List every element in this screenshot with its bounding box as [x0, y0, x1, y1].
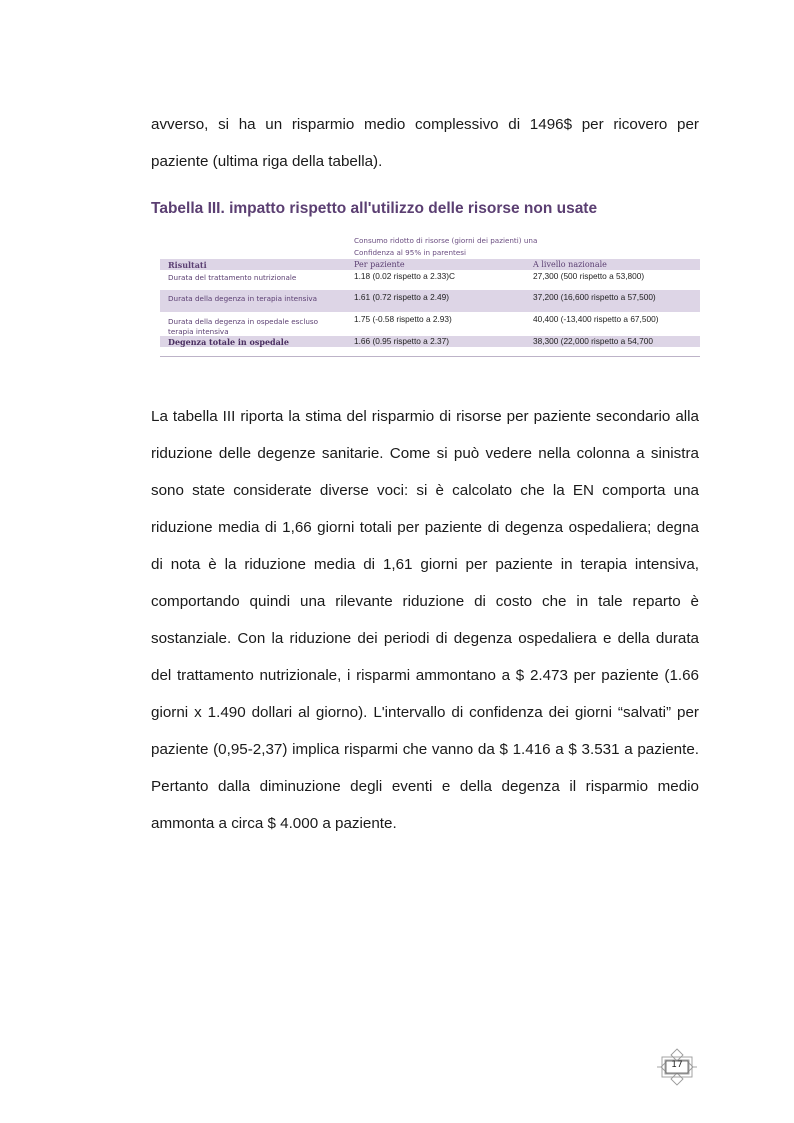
- row-value-per-patient: 1.18 (0.02 rispetto a 2.33)C: [354, 271, 456, 281]
- body-paragraph: La tabella III riporta la stima del risparmio di risorse per paziente secondario alla riduzione delle degenze sanitarie. Come si può vedere nella colonna a sinistra sono state considerate diverse voci: si è calcolato che la EN comporta una riduzione media di 1,66 giorni totali per paziente di degenza ospedaliera; degna di nota è la riduzione media di 1,61 giorni per paziente in terapia intensiva, comportando quindi una rilevante riduzione di costo che in tale reparto è sostanziale. Con la riduzione dei periodi di degenza ospedaliera e della durata del trattamento nutrizionale, i risparmi ammontano a $ 2.473 per paziente (1.66 giorni x 1.490 dollari al giorno). L'intervallo di confidenza dei giorni “salvati” per paziente (0,95-2,37) implica risparmi che vanno da $ 1.416 a $ 3.531 a paziente. Pertanto dalla diminuzione degli eventi e della degenza il risparmio medio ammonta a circa $ 4.000 a paziente.: [151, 408, 699, 832]
- table-bottom-rule: [160, 356, 700, 357]
- row-value-national: 38,300 (22,000 rispetto a 54,700: [533, 336, 653, 346]
- row-value-per-patient: 1.61 (0.72 rispetto a 2.49): [354, 292, 450, 302]
- row-label-hospital-stay-line-2: terapia intensiva: [168, 327, 229, 336]
- page-number: 17: [671, 1060, 683, 1070]
- intro-paragraph: avverso, si ha un risparmio medio complessivo di 1496$ per ricovero per paziente (ultima riga della tabella).: [151, 116, 699, 170]
- resource-savings-table: [160, 232, 700, 362]
- group-header-line-2: Confidenza al 95% in parentesi: [354, 248, 467, 257]
- column-header-band: [160, 259, 700, 270]
- row-label-icu-stay: Durata della degenza in terapia intensiva: [168, 294, 318, 303]
- row-value-per-patient: 1.66 (0.95 rispetto a 2.37): [354, 336, 450, 346]
- column-header-results: Risultati: [168, 260, 207, 270]
- row-value-national: 37,200 (16,600 rispetto a 57,500): [533, 292, 656, 302]
- column-header-national: A livello nazionale: [533, 260, 607, 269]
- row-value-national: 27,300 (500 rispetto a 53,800): [533, 271, 645, 281]
- column-header-per-patient: Per paziente: [354, 260, 405, 269]
- row-label-hospital-stay: Durata della degenza in ospedale escluso: [168, 317, 319, 326]
- row-value-national: 40,400 (-13,400 rispetto a 67,500): [533, 314, 659, 324]
- row-label-total-stay: Degenza totale in ospedale: [168, 337, 289, 347]
- page-number-ornament: [656, 1048, 698, 1086]
- table-title: Tabella III. impatto rispetto all'utilizzo delle risorse non usate: [151, 200, 598, 217]
- row-label-nutritional-treatment: Durata del trattamento nutrizionale: [168, 273, 297, 282]
- group-header-line-1: Consumo ridotto di risorse (giorni dei pazienti) una: [354, 236, 538, 245]
- row-value-per-patient: 1.75 (-0.58 rispetto a 2.93): [354, 314, 452, 324]
